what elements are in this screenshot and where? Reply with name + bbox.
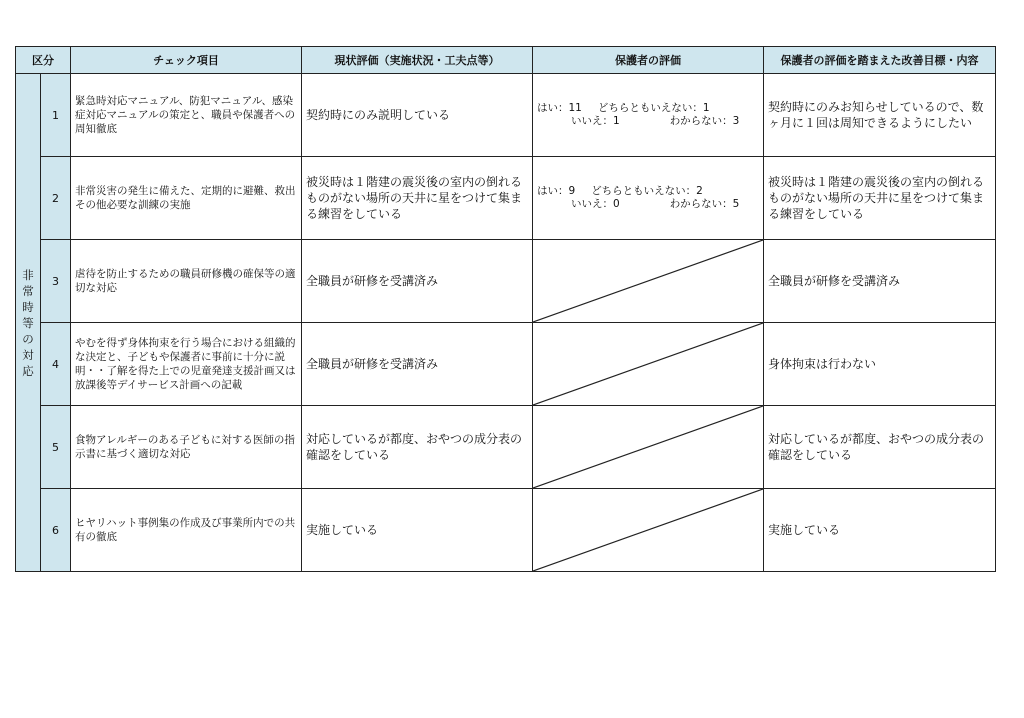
header-category: 区分: [16, 47, 71, 74]
evaluation-table: [15, 46, 996, 572]
guardian-neutral: どちらともいえない：1: [597, 102, 710, 114]
guardian-unknown: わからない：5: [669, 198, 740, 210]
table-row: [16, 406, 996, 489]
improvement-text: 実施している: [764, 489, 996, 572]
guardian-no: いいえ：1: [571, 115, 620, 127]
current-evaluation-text: 全職員が研修を受講済み: [302, 323, 533, 406]
improvement-text: 被災時は１階建の震災後の室内の倒れるものがない場所の天井に星をつけて集まる練習をしている: [764, 157, 996, 240]
guardian-neutral: どちらともいえない：2: [591, 185, 703, 197]
diagonal-strike: [533, 240, 763, 322]
guardian-no: いいえ：0: [571, 198, 620, 210]
table-row: [16, 489, 996, 572]
category-cell: [16, 74, 41, 572]
guardian-evaluation-empty: [533, 240, 764, 323]
guardian-evaluation: [533, 157, 764, 240]
improvement-text: 全職員が研修を受講済み: [764, 240, 996, 323]
check-item-text: 食物アレルギーのある子どもに対する医師の指示書に基づく適切な対応: [71, 406, 302, 489]
check-item-text: やむを得ず身体拘束を行う場合における組織的な決定と、子どもや保護者に事前に十分に説明・・了解を得た上での児童発達支援計画又は放課後等デイサービス計画への記載: [71, 323, 302, 406]
row-number: 6: [41, 489, 71, 572]
row-number: 4: [41, 323, 71, 406]
current-evaluation-text: 被災時は１階建の震災後の室内の倒れるものがない場所の天井に星をつけて集まる練習をしている: [302, 157, 533, 240]
row-number: 1: [41, 74, 71, 157]
header-check-item: チェック項目: [71, 47, 302, 74]
table-row: [16, 74, 996, 157]
header-current-evaluation: 現状評価（実施状況・工夫点等）: [302, 47, 533, 74]
evaluation-sheet: [15, 46, 996, 572]
table-row: [16, 157, 996, 240]
current-evaluation-text: 全職員が研修を受講済み: [302, 240, 533, 323]
current-evaluation-text: 実施している: [302, 489, 533, 572]
guardian-yes: はい：9: [537, 185, 576, 197]
guardian-evaluation: [533, 74, 764, 157]
diagonal-strike: [533, 489, 763, 571]
check-item-text: 非常災害の発生に備えた、定期的に避難、救出その他必要な訓練の実施: [71, 157, 302, 240]
improvement-text: 対応しているが都度、おやつの成分表の確認をしている: [764, 406, 996, 489]
category-label: 非常時等の対応: [22, 267, 34, 378]
row-number: 2: [41, 157, 71, 240]
diagonal-strike: [533, 323, 763, 405]
current-evaluation-text: 契約時にのみ説明している: [302, 74, 533, 157]
guardian-evaluation-empty: [533, 406, 764, 489]
row-number: 3: [41, 240, 71, 323]
guardian-evaluation-empty: [533, 323, 764, 406]
guardian-unknown: わからない：3: [669, 115, 740, 127]
header-row: [16, 47, 996, 74]
current-evaluation-text: 対応しているが都度、おやつの成分表の確認をしている: [302, 406, 533, 489]
header-guardian-evaluation: 保護者の評価: [533, 47, 764, 74]
table-row: [16, 240, 996, 323]
diagonal-strike: [533, 406, 763, 488]
check-item-text: ヒヤリハット事例集の作成及び事業所内での共有の徹底: [71, 489, 302, 572]
guardian-yes: はい：11: [537, 102, 582, 114]
improvement-text: 身体拘束は行わない: [764, 323, 996, 406]
check-item-text: 緊急時対応マニュアル、防犯マニュアル、感染症対応マニュアルの策定と、職員や保護者への周知徹底: [71, 74, 302, 157]
check-item-text: 虐待を防止するための職員研修機の確保等の適切な対応: [71, 240, 302, 323]
row-number: 5: [41, 406, 71, 489]
table-row: [16, 323, 996, 406]
header-improvement: 保護者の評価を踏まえた改善目標・内容: [764, 47, 996, 74]
guardian-evaluation-empty: [533, 489, 764, 572]
improvement-text: 契約時にのみお知らせしているので、数ヶ月に１回は周知できるようにしたい: [764, 74, 996, 157]
